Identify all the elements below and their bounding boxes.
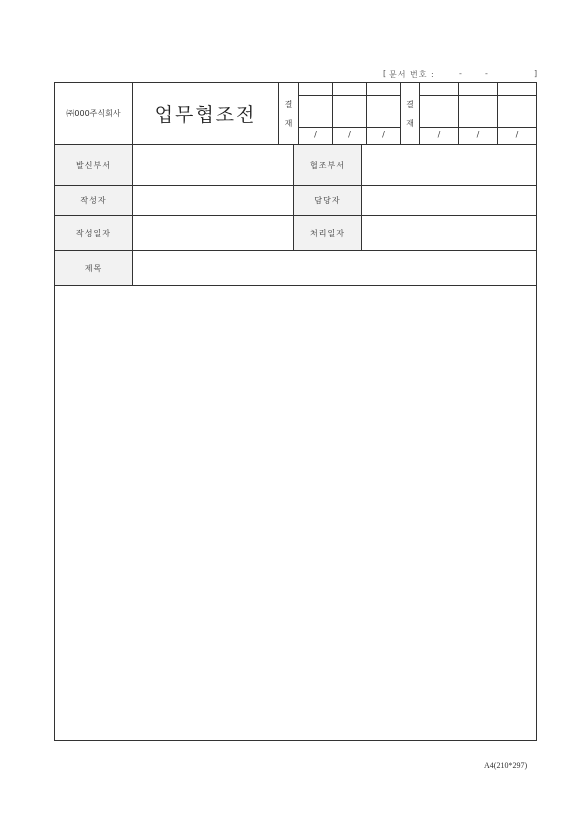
approval-date-slash: /: [476, 130, 480, 139]
doc-number-close: ]: [534, 69, 539, 78]
coop-dept-field[interactable]: [362, 145, 536, 185]
approval-date-slash: /: [348, 130, 351, 139]
writer-label: 작성자: [80, 196, 107, 205]
write-date-label: 작성일자: [76, 228, 111, 238]
doc-number-open: [: [383, 69, 388, 78]
approval-label-2: 결 재: [406, 100, 414, 128]
sender-dept-label: 발신부서: [76, 160, 111, 170]
paper-size-note: A4(210*297): [484, 761, 528, 770]
subject-label: 제목: [84, 263, 103, 273]
doc-number-dash-1: -: [459, 69, 463, 78]
doc-number-label: 문서 번호 :: [389, 70, 435, 79]
coop-dept-label: 협조부서: [310, 160, 345, 170]
approval-date-slash: /: [437, 130, 441, 139]
writer-field[interactable]: [133, 186, 293, 215]
manager-field[interactable]: [362, 186, 536, 215]
doc-number-dash-2: -: [485, 69, 489, 78]
manager-label: 담당자: [314, 196, 341, 205]
write-date-field[interactable]: [133, 216, 293, 250]
approval-date-slash: /: [382, 130, 385, 139]
body-content-area[interactable]: [55, 286, 536, 740]
process-date-label: 처리일자: [310, 228, 345, 238]
approval-label-1: 결 재: [284, 100, 293, 128]
process-date-field[interactable]: [362, 216, 536, 250]
approval-date-slash: /: [314, 130, 317, 139]
sender-dept-field[interactable]: [133, 145, 293, 185]
approval-date-slash: /: [515, 130, 519, 139]
document-title: 업무협조전: [154, 104, 257, 126]
subject-field[interactable]: [133, 251, 536, 285]
company-name: ㈜000주식회사: [66, 109, 121, 118]
